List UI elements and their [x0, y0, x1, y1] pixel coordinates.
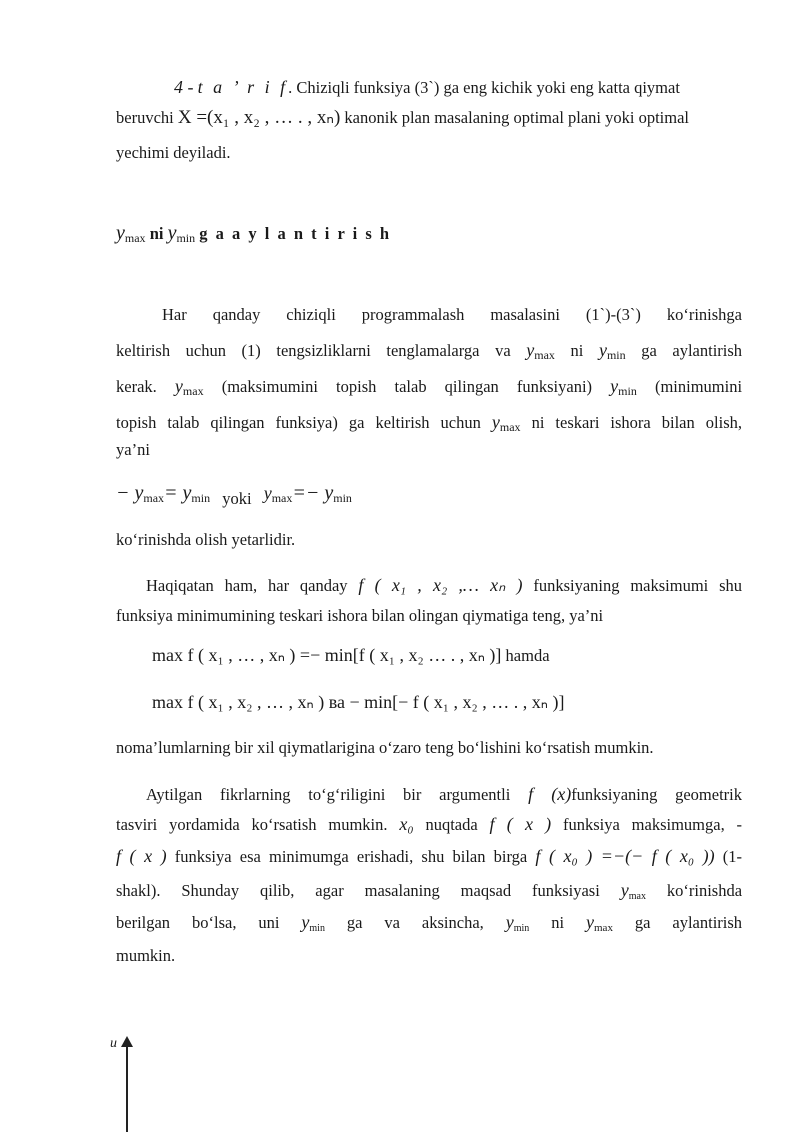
text: (1-	[722, 847, 743, 866]
p1-line-1: Har qanday chiziqli programmalash masalasini (1`)-(3`) ko‘rinishga	[162, 305, 742, 324]
heading-ymin-sub: min	[176, 231, 196, 245]
math: y	[263, 483, 272, 503]
math-x0: x₀	[399, 814, 414, 834]
text: beruvchi	[116, 108, 174, 127]
p2-eq-1	[152, 645, 550, 666]
p2-line-1	[146, 575, 742, 596]
p1-line-2	[116, 340, 742, 363]
text: funksiya maksimumga, -	[563, 815, 743, 834]
text: funksiyaning geometrik	[571, 785, 742, 804]
math-eq1: max f ( x₁ , … , xₙ ) =− min[f ( x₁ , x₂ … . , xₙ )]	[152, 645, 502, 665]
p3-line-5	[116, 912, 742, 934]
heading-ymax: y	[116, 222, 125, 244]
text: (maksimumini topish talab qilingan funksiyani)	[221, 377, 593, 396]
math: =− y	[292, 482, 334, 504]
text: funksiya esa minimumga erishadi, shu bilan birga	[174, 847, 528, 866]
p1-line-5: ya’ni	[116, 440, 150, 459]
math: = y	[164, 482, 192, 504]
sym-max: max	[534, 348, 555, 362]
p1-end: ko‘rinishda olish yetarlidir.	[116, 530, 296, 549]
heading-ymin: y	[167, 222, 177, 244]
math-eq2: max f ( x₁ , x₂ , … , xₙ ) ва − min[− f ( x₁ , x₂ , … . , xₙ )]	[152, 692, 565, 712]
math-fx: f (x)	[528, 784, 572, 804]
sym-min: min	[513, 923, 530, 934]
text: ga aylantirish	[634, 913, 743, 932]
sym-max: max	[182, 384, 204, 398]
p3-line-3	[116, 846, 742, 867]
p3-line-1	[146, 784, 742, 805]
p3-line-4	[116, 880, 742, 902]
text: ni	[551, 913, 565, 932]
text: shakl). Shunday qilib, agar masalaning maqsad funksiyasi	[116, 881, 600, 900]
sym-min: min	[618, 384, 637, 398]
text: tasviri yordamida ko‘rsatish mumkin.	[116, 815, 388, 834]
text: nuqtada	[425, 815, 478, 834]
axis-label-u: u	[110, 1036, 117, 1051]
text-hamda: hamda	[505, 646, 550, 665]
text: funksiyaning maksimumi shu	[533, 576, 743, 595]
text: ko‘rinishda	[666, 881, 743, 900]
definition-number: 4 -	[174, 77, 194, 97]
math-fx: f ( x )	[116, 846, 167, 866]
sym-y: y	[598, 340, 607, 360]
sym-max: max	[271, 491, 293, 505]
text: topish talab qilingan funksiya) ga keltirish uchun	[116, 413, 481, 432]
text: (minimumini	[654, 377, 743, 396]
text: keltirish uchun (1) tengsizliklarni tenglamalarga va	[116, 341, 511, 360]
sym-min: min	[606, 348, 626, 362]
text: ga aylantirish	[641, 341, 743, 360]
sym-min: min	[191, 491, 211, 505]
heading-ni: ni	[149, 224, 164, 243]
text: Haqiqatan ham, har qanday	[146, 576, 348, 595]
sym-max: max	[499, 420, 521, 434]
sym-max: max	[143, 491, 165, 505]
definition-text: . Chiziqli funksiya (3`) ga eng kichik yoki eng katta qiymat	[288, 78, 680, 97]
p3-line-6: mumkin.	[116, 946, 176, 965]
sym-y: y	[526, 340, 535, 360]
sym-min: min	[309, 923, 325, 934]
sym-y: y	[505, 912, 514, 932]
p1-line-4	[116, 412, 742, 435]
sym-max: max	[594, 922, 613, 934]
p2-eq-2	[152, 692, 564, 713]
definition-title: t a ’ r i f	[197, 77, 289, 97]
sym-y: y	[491, 412, 500, 432]
text: ni teskari ishora bilan olish,	[531, 413, 742, 432]
math: − y	[116, 482, 144, 504]
formula-ymax-ymin	[116, 482, 352, 506]
definition-line-3: yechimi deyiladi.	[116, 143, 231, 162]
text: ni	[570, 341, 584, 360]
section-heading	[116, 222, 391, 246]
text: Aytilgan fikrlarning to‘g‘riligini bir argumentli	[146, 785, 511, 804]
p2-line-3: noma’lumlarning bir xil qiymatlarigina o‘zaro teng bo‘lishini ko‘rsatish mumkin.	[116, 738, 654, 757]
text: kerak.	[116, 377, 157, 396]
sym-y: y	[610, 376, 619, 396]
math-fx: f ( x )	[489, 814, 552, 834]
sym-y: y	[174, 376, 183, 396]
math-f: f ( x₁ , x₂ ,… xₙ )	[358, 575, 523, 595]
heading-text: g a a y l a n t i r i s h	[199, 224, 392, 243]
text: kanonik plan masalaning optimal plani yoki optimal	[344, 108, 690, 127]
math-plan-vector: X =(x₁ , x₂ , … . , xₙ)	[177, 107, 341, 128]
sym-min: min	[333, 491, 352, 505]
p1-line-3	[116, 376, 742, 399]
definition-line-1	[174, 77, 680, 98]
sym-max: max	[628, 891, 646, 902]
text: ga va aksincha,	[346, 913, 484, 932]
text-yoki: yoki	[222, 489, 252, 508]
sym-y: y	[586, 912, 594, 932]
definition-line-2	[116, 106, 689, 129]
vertical-axis	[126, 1046, 128, 1132]
text: berilgan bo‘lsa, uni	[116, 913, 280, 932]
math-fx0: f ( x₀ ) =−(− f ( x₀ ))	[535, 846, 715, 866]
p2-line-2: funksiya minimumining teskari ishora bilan olingan qiymatiga teng, ya’ni	[116, 606, 604, 625]
heading-ymax-sub: max	[124, 231, 146, 245]
sym-y: y	[620, 880, 629, 900]
sym-y: y	[301, 912, 310, 932]
p3-line-2	[116, 814, 742, 835]
